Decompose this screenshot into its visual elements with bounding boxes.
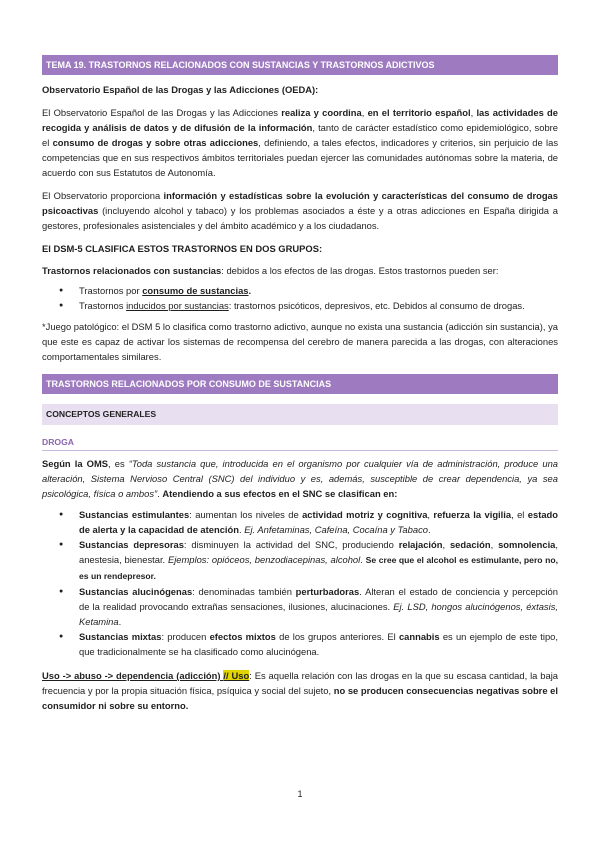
list-item: ● Sustancias depresoras: disminuyen la actividad del SNC, produciendo relajación, sedación, somnolencia, anestesia, bienestar. Ejemplos: opióceos, benzodiacepinas, alcohol. Se cree que el alcohol es estimulante, pero no, es un rendepresor. — [42, 537, 558, 584]
list-item: ● Trastornos inducidos por sustancias: trastornos psicóticos, depresivos, etc. Debidos al consumo de drogas. — [42, 298, 558, 313]
subsection-heading: CONCEPTOS GENERALES — [42, 404, 558, 425]
pathological-gambling-note: *Juego patológico: el DSM 5 lo clasifica como trastorno adictivo, aunque no exista una sustancia (adicción sin sustancia), ya que este es capaz de activar los sistemas de recompensa del cerebro de manera parecida a las drogas, con alteraciones comportamentales similares. — [42, 321, 558, 362]
oeda-heading: Observatorio Español de las Drogas y las Adicciones (OEDA): — [42, 84, 319, 95]
substance-types-list — [42, 507, 558, 659]
list-item: ● Trastornos por consumo de sustancias. — [42, 283, 558, 298]
section-title-bar: TEMA 19. TRASTORNOS RELACIONADOS CON SUSTANCIAS Y TRASTORNOS ADICTIVOS — [42, 55, 558, 75]
droga-divider — [42, 450, 558, 451]
droga-label: DROGA — [42, 437, 74, 447]
groups-intro: Trastornos relacionados con sustancias: debidos a los efectos de las drogas. Estos trastornos pueden ser: — [42, 265, 499, 276]
section-title-bar: TRASTORNOS RELACIONADOS POR CONSUMO DE SUSTANCIAS — [42, 374, 558, 394]
uso-paragraph: Uso -> abuso -> dependencia (adicción) // Uso: Es aquella relación con las drogas en la que su escasa cantidad, la baja frecuencia y por la propia situación física, psíquica y social del sujeto, no se producen consecuencias negativas sobre el consumidor ni sobre su entorno. — [42, 670, 558, 711]
oms-definition: Según la OMS, es “Toda sustancia que, introducida en el organismo por cualquier vía de administración, produce una alteración, Sistema Nervioso Central (SNC) del individuo y es, además, susceptible de crear dependencia, ya sea psicológica, física o ambos”. Atendiendo a sus efectos en el SNC se clasifican en: — [42, 458, 559, 499]
oeda-paragraph-2: El Observatorio proporciona información y estadísticas sobre la evolución y características del consumo de drogas psicoactivas (incluyendo alcohol y tabaco) y los problemas asociados a éste y a otras adicciones en España dirigida a gestores, profesionales asistenciales y del ámbito académico y a los ciudadanos. — [42, 190, 558, 231]
page-number: 1 — [297, 789, 303, 799]
list-item: ● Sustancias alucinógenas: denominadas también perturbadoras. Alteran el estado de conciencia y percepción de la realidad provocando extrañas sensaciones, ilusiones, alucinaciones. Ej. LSD, hongos alucinógenos, éxtasis, Ketamina. — [42, 584, 558, 629]
dsm-heading: El DSM-5 CLASIFICA ESTOS TRASTORNOS EN DOS GRUPOS: — [42, 243, 323, 254]
page-content — [42, 55, 558, 713]
list-item: ● Sustancias mixtas: producen efectos mixtos de los grupos anteriores. El cannabis es un ejemplo de este tipo, que tradicionalmente se ha clasificado como alucinógena. — [42, 629, 558, 659]
oeda-paragraph-1: El Observatorio Español de las Drogas y las Adicciones realiza y coordina, en el territorio español, las actividades de recogida y análisis de datos y de difusión de la información, tanto de carácter estadístico como epidemiológico, sobre el consumo de drogas y sobre otras adicciones, definiendo, a tales efectos, indicadores y criterios, sin perjuicio de las competencias que en sus respectivos ámbitos territoriales puedan ejercer las comunidades autónomas sobre la materia, de acuerdo con sus Estatutos de Autonomía. — [42, 107, 559, 178]
groups-list — [42, 283, 558, 313]
list-item: ● Sustancias estimulantes: aumentan los niveles de actividad motriz y cognitiva, refuerza la vigilia, el estado de alerta y la capacidad de atención. Ej. Anfetaminas, Cafeína, Cocaína y Tabaco. — [42, 507, 558, 537]
